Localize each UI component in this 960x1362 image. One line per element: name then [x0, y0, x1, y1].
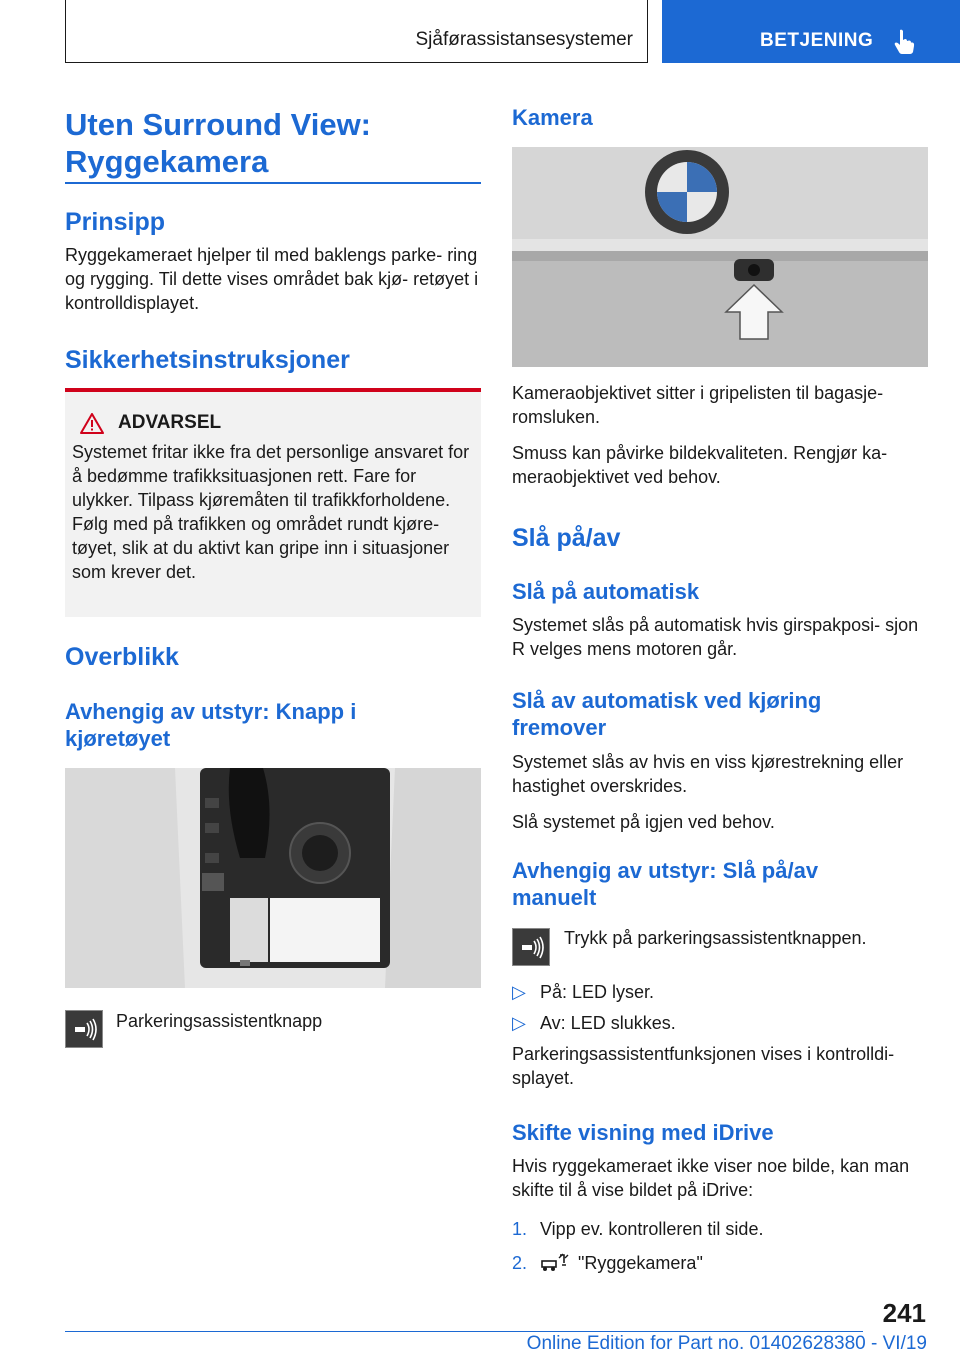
safety-heading: Sikkerhetsinstruksjoner: [65, 346, 350, 374]
step-number: 1.: [512, 1219, 528, 1239]
auto-off-text-1: Systemet slås av hvis en viss kjørestrekning eller hastighet overskrides.: [512, 752, 904, 796]
overview-heading: Overblikk: [65, 643, 179, 671]
warning-text: Systemet fritar ikke fra det personlige ansvaret for å bedømme trafikksituasjonen rett. Fare for ulykker. Tilpass kjøremåten til trafikkforholdene. Følg med på trafikken og området rundt kjøre- tøyet, slik at du aktivt kan gripe inn i situasjoner som krever det.: [72, 442, 470, 582]
principle-section: [65, 208, 481, 315]
auto-off-text-wrap: [512, 750, 928, 834]
title-line-2: Ryggekamera: [65, 144, 269, 179]
header-section: [65, 0, 648, 63]
camera-photo: [512, 147, 928, 367]
camera-heading: Kamera: [512, 105, 593, 130]
equipment-heading-wrap: [65, 698, 405, 752]
camera-text-2: Smuss kan påvirke bildekvaliteten. Rengjør ka- meraobjektivet ved behov.: [512, 443, 888, 487]
header-chapter: [662, 0, 960, 63]
camera-heading-wrap: [512, 104, 928, 131]
principle-text: Ryggekameraet hjelper til med baklengs parke- ring og rygging. Til dette vises området bak kjø- retøyet i kontrolldisplayet.: [65, 245, 479, 313]
bullet-marker: ▷: [512, 982, 526, 1002]
list-item: [512, 1011, 928, 1035]
auto-on-text: Systemet slås på automatisk hvis girspakposi- sjon R velges mens motoren går.: [512, 615, 919, 659]
page-number: 241: [882, 1298, 926, 1328]
onoff-heading: Slå på/av: [512, 524, 621, 552]
idrive-heading: Skifte visning med iDrive: [512, 1120, 774, 1145]
title-line-1: Uten Surround View:: [65, 107, 372, 142]
manual-section: [512, 857, 892, 911]
idrive-section: [512, 1119, 928, 1202]
parking-assistant-icon-2: [512, 928, 550, 966]
rear-camera-icon: [540, 1252, 570, 1274]
equipment-heading: Avhengig av utstyr: Knapp i kjøretøyet: [65, 699, 357, 751]
auto-on-heading: Slå på automatisk: [512, 579, 700, 604]
list-item: [512, 1217, 928, 1241]
step-text: Vipp ev. kontrolleren til side.: [540, 1219, 764, 1239]
title-rule: [65, 182, 481, 184]
led-bullet-list: [512, 980, 928, 1090]
bullet-marker: ▷: [512, 1013, 526, 1033]
header-chapter-title: BETJENING: [760, 30, 874, 51]
auto-off-text-2: Slå systemet på igjen ved behov.: [512, 812, 775, 832]
list-item: [512, 980, 928, 1004]
overview-heading-wrap: [65, 643, 481, 672]
bullet-text-on: På: LED lyser.: [540, 982, 655, 1002]
idrive-steps: [512, 1217, 928, 1275]
warning-box: [65, 388, 481, 617]
pointing-hand-icon: [893, 29, 915, 55]
manual-text: Trykk på parkeringsassistentknappen.: [564, 928, 867, 948]
manual-heading: Avhengig av utstyr: Slå på/av manuelt: [512, 858, 819, 910]
list-item: [512, 1251, 928, 1275]
footer-edition-text: Online Edition for Part no. 01402628380 - VI/19: [526, 1333, 927, 1354]
onoff-heading-wrap: [512, 524, 928, 553]
manual-text-2: Parkeringsassistentfunksjonen vises i kontrolldi- splayet.: [512, 1044, 895, 1088]
console-photo: [65, 768, 481, 988]
footer-rule: [65, 1331, 863, 1332]
button-caption: Parkeringsassistentknapp: [116, 1011, 323, 1031]
step-number: 2.: [512, 1253, 528, 1273]
auto-off-heading: Slå av automatisk ved kjøring fremover: [512, 688, 822, 740]
step-text: "Ryggekamera": [578, 1253, 703, 1273]
warning-triangle-icon: [80, 413, 104, 434]
camera-text-1: Kameraobjektivet sitter i gripelisten til bagasje- romsluken.: [512, 383, 884, 427]
auto-off-section: [512, 687, 892, 741]
safety-heading-wrap: [65, 346, 481, 375]
idrive-text: Hvis ryggekameraet ikke viser noe bilde, kan man skifte til å vise bildet på iDrive:: [512, 1156, 910, 1200]
auto-on-section: [512, 578, 928, 661]
warning-label: ADVARSEL: [118, 412, 222, 433]
parking-assistant-icon: [65, 1010, 103, 1048]
bullet-text-off: Av: LED slukkes.: [540, 1013, 676, 1033]
principle-heading: Prinsipp: [65, 208, 166, 236]
header-section-title: Sjåførassistansesystemer: [415, 29, 633, 50]
warning-header: [72, 412, 473, 434]
camera-text-wrap: [512, 381, 928, 489]
footer-edition: [65, 1333, 927, 1355]
page-title: [65, 106, 481, 180]
